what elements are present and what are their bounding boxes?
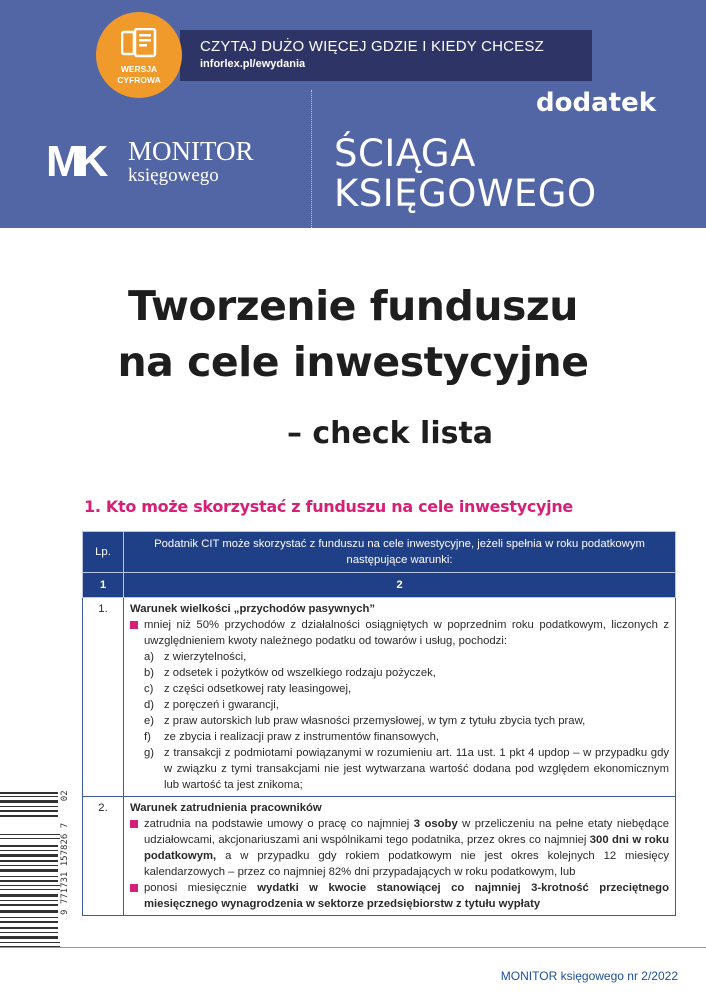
- condition-title: Warunek zatrudnienia pracowników: [130, 802, 322, 814]
- list-item: g) z transakcji z podmiotami powiązanymi w rozumieniu art. 11a ust. 1 pkt 4 updop – w przypadku gdy w związku z tymi transakcjami nie jest wytwarzana wartość dodana pod względem ekonomicznym lub wartość ta jest znikoma;: [144, 747, 669, 791]
- header-divider: [311, 90, 312, 228]
- list-item: e) z praw autorskich lub praw własności przemysłowej, w tym z tytułu zbycia tych praw,: [144, 715, 586, 727]
- barcode-icon: [0, 790, 60, 990]
- barcode-digits: 9 771731 157826 7 02: [60, 790, 70, 915]
- page-subtitle: – check lista: [286, 416, 494, 451]
- footer-divider: [0, 947, 706, 948]
- list-item: d) z poręczeń i gwarancji,: [144, 699, 279, 711]
- logo-name: MONITOR: [128, 136, 254, 166]
- header-main: Podatnik CIT może skorzystać z funduszu na cele inwestycyjne, jeżeli spełnia w roku podatkowym następujące warunki:: [124, 532, 676, 573]
- list-item: b) z odsetek i pożytków od wszelkiego rodzaju pożyczek,: [144, 667, 436, 679]
- digital-version-badge[interactable]: [96, 12, 182, 98]
- logo-sub: księgowego: [128, 165, 219, 186]
- bullet-item: mniej niż 50% przychodów z działalności osiągniętych w poprzednim roku podatkowym, liczonych z uwzględnieniem kwoty należnego podatku od towarów i usług, pochodzi:: [130, 617, 669, 649]
- list-item: a) z wierzytelności,: [144, 651, 247, 663]
- promo-url-link[interactable]: inforlex.pl/ewydania: [200, 58, 306, 70]
- table-header-row: [83, 532, 676, 573]
- bullet-item: zatrudnia na podstawie umowy o pracę co najmniej 3 osoby w przeliczeniu na pełne etaty niebędące udziałowcami, akcjonariuszami ani wspólnikami tego podatnika, przez okres co najmniej 300 dni w roku podatkowym, a w przypadku gdy rokiem podatkowym nie jest okres kolejnych 12 miesięcy kalendarzowych – przez co najmniej 82% dni przypadających w roku podatkowym, lub: [130, 816, 669, 880]
- footer-issue: MONITOR księgowego nr 2/2022: [500, 969, 678, 983]
- list-item: f) ze zbycia i realizacji praw z instrumentów finansowych,: [144, 731, 439, 743]
- promo-title: CZYTAJ DUŻO WIĘCEJ GDZIE I KIEDY CHCESZ: [200, 38, 544, 55]
- table-row: 2. Warunek zatrudnienia pracowników zatrudnia na podstawie umowy o pracę co najmniej 3 osoby w przeliczeniu na pełne etaty niebędące udziałowcami, akcjonariuszami ani wspólnikami tego podatnika, przez okres co najmniej 300 dni w roku podatkowym, a w przypadku gdy rokiem podatkowym nie jest okres kolejnych 12 miesięcy kalendarzowych – przez co najmniej 82% dni przypadających w roku podatkowym, lub ponosi miesięcznie wydatki w kwocie stanowiącej co najmniej 3-krotność przeciętnego miesięcznego wynagrodzenia w sektorze przedsiębiorstw z tytułu wypłaty: [83, 797, 676, 916]
- list-item: c) z części odsetkowej raty leasingowej,: [144, 683, 352, 695]
- supplement-label: dodatek: [536, 88, 656, 118]
- series-title: ŚCIĄGA KSIĘGOWEGO: [334, 132, 597, 215]
- tablet-phone-icon: [121, 28, 157, 58]
- section-heading: 1. Kto może skorzystać z funduszu na cele inwestycyjne: [84, 497, 573, 516]
- bullet-item: ponosi miesięcznie wydatki w kwocie stanowiącej co najmniej 3-krotność przeciętnego miesięcznego wynagrodzenia w sektorze przedsiębiorstw z tytułu wypłaty: [130, 880, 669, 912]
- header-lp: Lp.: [83, 532, 124, 573]
- page-title: Tworzenie funduszu na cele inwestycyjne: [117, 282, 589, 386]
- table-row: 1. Warunek wielkości „przychodów pasywnych” mniej niż 50% przychodów z działalności osiągniętych w poprzednim roku podatkowym, liczonych z uwzględnieniem kwoty należnego podatku od towarów i usług, pochodzi: a) z wierzytelności, b) z odsetek i pożytków od wszelkiego rodzaju pożyczek, c) z części odsetkowej raty leasingowej, d) z poręczeń i gwarancji, e) z praw autorskich lub praw własności przemysłowej, w tym z tytułu zbycia tych praw, f) ze zbycia i realizacji praw z instrumentów finansowych, g) z transakcji z podmiotami powiązanymi w rozumieniu art. 11a ust. 1 pkt 4 updop – w przypadku gdy w związku z tymi transakcjami nie jest wytwarzana wartość dodana pod względem ekonomicznym lub wartość ta jest znikoma;: [83, 598, 676, 797]
- badge-line1: WERSJA: [120, 64, 158, 74]
- condition-title: Warunek wielkości „przychodów pasywnych”: [130, 603, 376, 615]
- conditions-table: [82, 531, 676, 916]
- badge-line2: CYFROWA: [117, 75, 161, 85]
- logo-mark: MK: [46, 137, 103, 186]
- table-colnum-row: 1 2: [83, 573, 676, 598]
